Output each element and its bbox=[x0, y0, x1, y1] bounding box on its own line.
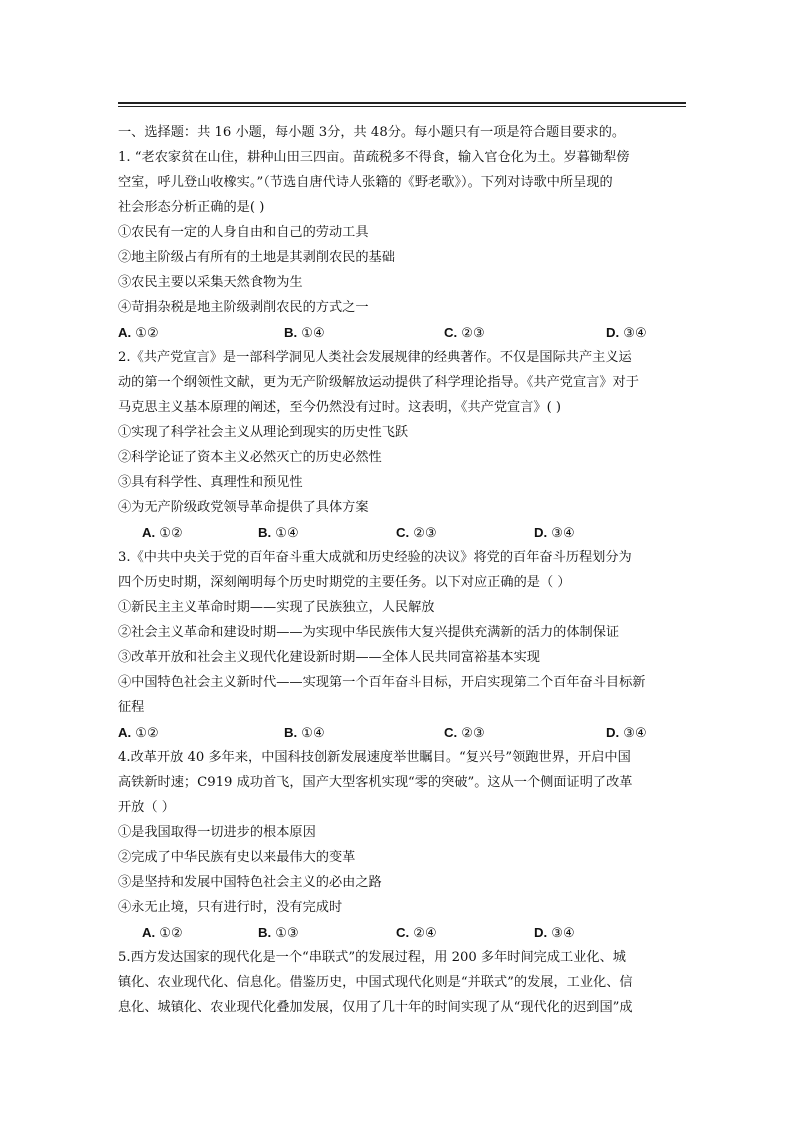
options-row bbox=[118, 920, 678, 945]
option-letter: B. bbox=[284, 325, 298, 340]
option-letter: D. bbox=[606, 725, 620, 740]
option-text: ①② bbox=[159, 926, 183, 941]
question-list bbox=[118, 145, 678, 1020]
option-text: ①③ bbox=[275, 926, 299, 941]
options-row bbox=[118, 320, 678, 345]
option-4[interactable] bbox=[606, 720, 647, 746]
statement: ②地主阶级占有所有的土地是其剥削农民的基础 bbox=[118, 250, 395, 265]
question-stem-line: 4.改革开放 40 多年来，中国科技创新发展速度举世瞩目。“复兴号”领跑世界，开启中国 bbox=[118, 750, 631, 765]
section-header: 一、选择题：共 16 小题，每小题 3分，共 48分。每小题只有一项是符合题目要求的。 bbox=[118, 125, 626, 140]
question-stem-line: 四个历史时期，深刻阐明每个历史时期党的主要任务。以下对应正确的是（ ） bbox=[118, 575, 571, 590]
option-3[interactable] bbox=[396, 520, 437, 546]
option-letter: C. bbox=[396, 925, 410, 940]
option-4[interactable] bbox=[606, 320, 647, 346]
question-stem-line: 社会形态分析正确的是( ) bbox=[118, 200, 265, 215]
option-letter: A. bbox=[118, 325, 132, 340]
option-text: ③④ bbox=[551, 526, 575, 541]
option-text: ②③ bbox=[461, 726, 485, 741]
option-2[interactable] bbox=[284, 320, 325, 346]
option-letter: A. bbox=[118, 725, 132, 740]
question-5 bbox=[118, 945, 678, 1020]
question-2 bbox=[118, 345, 678, 545]
option-text: ①④ bbox=[275, 526, 299, 541]
statement: ②完成了中华民族有史以来最伟大的变革 bbox=[118, 850, 356, 865]
option-3[interactable] bbox=[444, 320, 485, 346]
option-letter: D. bbox=[606, 325, 620, 340]
option-text: ③④ bbox=[623, 326, 647, 341]
option-text: ②③ bbox=[413, 526, 437, 541]
statement: ④中国特色社会主义新时代——实现第一个百年奋斗目标，开启实现第二个百年奋斗目标新 bbox=[118, 675, 646, 690]
question-stem-line: 高铁新时速；C919 成功首飞，国产大型客机实现“零的突破”。这从一个侧面证明了改革 bbox=[118, 775, 633, 790]
option-2[interactable] bbox=[284, 720, 325, 746]
option-text: ①② bbox=[135, 326, 159, 341]
exam-content bbox=[118, 120, 678, 1020]
question-1 bbox=[118, 145, 678, 345]
question-stem-line: 动的第一个纲领性文献，更为无产阶级解放运动提供了科学理论指导。《共产党宣言》对于 bbox=[118, 375, 639, 390]
option-1[interactable] bbox=[142, 920, 183, 946]
option-letter: C. bbox=[444, 725, 458, 740]
statement: ④永无止境，只有进行时，没有完成时 bbox=[118, 900, 343, 915]
option-text: ②③ bbox=[461, 326, 485, 341]
option-letter: D. bbox=[534, 925, 548, 940]
option-text: ①② bbox=[159, 526, 183, 541]
question-stem-line: 息化、城镇化、农业现代化叠加发展，仅用了几十年的时间实现了从“现代化的迟到国”成 bbox=[118, 1000, 633, 1015]
option-3[interactable] bbox=[396, 920, 437, 946]
question-4 bbox=[118, 745, 678, 945]
option-2[interactable] bbox=[258, 520, 299, 546]
option-4[interactable] bbox=[534, 520, 575, 546]
statement: ③具有科学性、真理性和预见性 bbox=[118, 475, 303, 490]
options-row bbox=[118, 520, 678, 545]
option-3[interactable] bbox=[444, 720, 485, 746]
option-letter: B. bbox=[284, 725, 298, 740]
statement: ②社会主义革命和建设时期——为实现中华民族伟大复兴提供充满新的活力的体制保证 bbox=[118, 625, 620, 640]
statement: ③改革开放和社会主义现代化建设新时期——全体人民共同富裕基本实现 bbox=[118, 650, 540, 665]
question-stem-line: 2.《共产党宣言》是一部科学洞见人类社会发展规律的经典著作。不仅是国际共产主义运 bbox=[118, 350, 632, 365]
option-1[interactable] bbox=[118, 720, 159, 746]
option-1[interactable] bbox=[118, 320, 159, 346]
question-3 bbox=[118, 545, 678, 745]
option-letter: C. bbox=[444, 325, 458, 340]
option-2[interactable] bbox=[258, 920, 299, 946]
statement: ③是坚持和发展中国特色社会主义的必由之路 bbox=[118, 875, 382, 890]
header-rule-thin bbox=[118, 106, 686, 107]
statement: ③农民主要以采集天然食物为生 bbox=[118, 275, 303, 290]
question-stem-line: 5.西方发达国家的现代化是一个“串联式”的发展过程，用 200 多年时间完成工业化、城 bbox=[118, 950, 626, 965]
question-stem-line: 开放（ ） bbox=[118, 800, 175, 815]
statement: 征程 bbox=[118, 700, 145, 715]
question-stem-line: 马克思主义基本原理的阐述，至今仍然没有过时。这表明，《共产党宣言》( ) bbox=[118, 400, 562, 415]
option-text: ①④ bbox=[301, 726, 325, 741]
option-1[interactable] bbox=[142, 520, 183, 546]
question-stem-line: 空室，呼儿登山收橡实。”（节选自唐代诗人张籍的《野老歌》）。下列对诗歌中所呈现的 bbox=[118, 175, 613, 190]
statement: ①实现了科学社会主义从理论到现实的历史性飞跃 bbox=[118, 425, 409, 440]
option-text: ①④ bbox=[301, 326, 325, 341]
question-stem-line: 1. “老农家贫在山住，耕种山田三四亩。苗疏税多不得食，输入官仓化为土。岁暮锄犁傍 bbox=[118, 150, 630, 165]
statement: ①农民有一定的人身自由和自己的劳动工具 bbox=[118, 225, 369, 240]
option-text: ①② bbox=[135, 726, 159, 741]
option-text: ③④ bbox=[551, 926, 575, 941]
question-stem-line: 镇化、农业现代化、信息化。借鉴历史，中国式现代化则是“并联式”的发展，工业化、信 bbox=[118, 975, 633, 990]
statement: ①是我国取得一切进步的根本原因 bbox=[118, 825, 316, 840]
option-letter: C. bbox=[396, 525, 410, 540]
statement: ②科学论证了资本主义必然灭亡的历史必然性 bbox=[118, 450, 382, 465]
option-letter: A. bbox=[142, 925, 156, 940]
option-letter: B. bbox=[258, 525, 272, 540]
option-text: ③④ bbox=[623, 726, 647, 741]
option-text: ②④ bbox=[413, 926, 437, 941]
question-stem-line: 3.《中共中央关于党的百年奋斗重大成就和历史经验的决议》将党的百年奋斗历程划分为 bbox=[118, 550, 632, 565]
statement: ④为无产阶级政党领导革命提供了具体方案 bbox=[118, 500, 369, 515]
option-4[interactable] bbox=[534, 920, 575, 946]
option-letter: D. bbox=[534, 525, 548, 540]
header-rule-thick bbox=[118, 102, 686, 104]
options-row bbox=[118, 720, 678, 745]
option-letter: A. bbox=[142, 525, 156, 540]
statement: ④苛捐杂税是地主阶级剥削农民的方式之一 bbox=[118, 300, 369, 315]
option-letter: B. bbox=[258, 925, 272, 940]
statement: ①新民主主义革命时期——实现了民族独立，人民解放 bbox=[118, 600, 435, 615]
